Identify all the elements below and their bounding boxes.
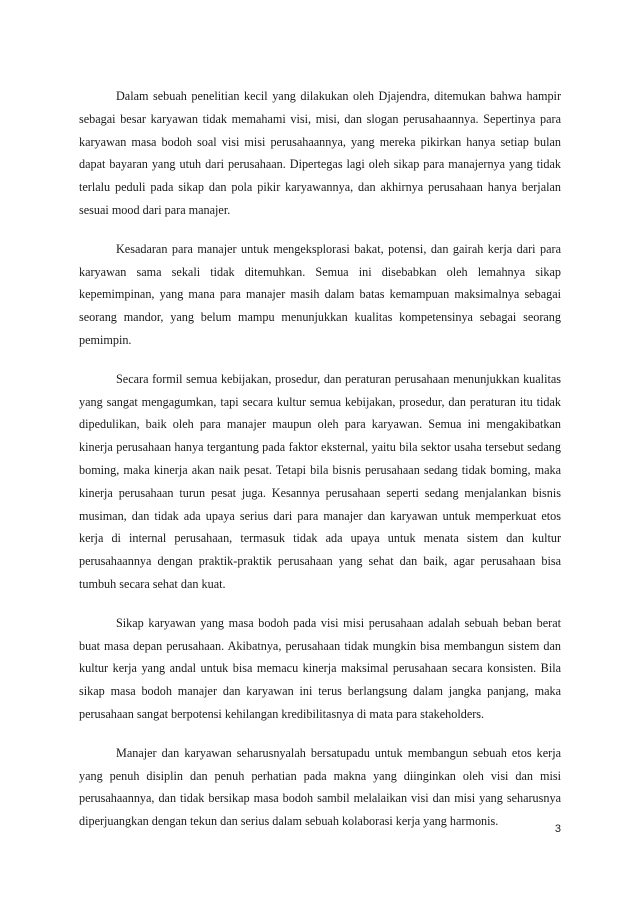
paragraph-5: Manajer dan karyawan seharusnyalah bersatupadu untuk membangun sebuah etos kerja yang penuh disiplin dan penuh perhatian pada makna yang diinginkan oleh visi dan misi perusahaannya, dan tidak bersikap masa bodoh sambil melalaikan visi dan misi yang seharusnya diperjuangkan dengan tekun dan serius dalam sebuah kolaborasi kerja yang harmonis. (79, 745, 561, 829)
page-number: 3 (554, 823, 561, 835)
paragraph-2: Kesadaran para manajer untuk mengeksplorasi bakat, potensi, dan gairah kerja dari para karyawan sama sekali tidak ditemuhkan. Semua ini disebabkan oleh lemahnya sikap kepemimpinan, yang mana para manajer masih dalam batas kemampuan maksimalnya sebagai seorang mandor, yang belum mampu menunjukkan kualitas kompetensinya sebagai seorang pemimpin. (79, 241, 561, 347)
paragraph-1: Dalam sebuah penelitian kecil yang dilakukan oleh Djajendra, ditemukan bahwa hampir sebagai besar karyawan tidak memahami visi, misi, dan slogan perusahaannya. Sepertinya para karyawan masa bodoh soal visi misi perusahaannya, yang mereka pikirkan hanya setiap bulan dapat bayaran yang utuh dari perusahaan. Dipertegas lagi oleh sikap para manajernya yang tidak terlalu peduli pada sikap dan pola pikir karyawannya, dan akhirnya perusahaan hanya berjalan sesuai mood dari para manajer. (79, 89, 561, 217)
paragraph-3: Secara formil semua kebijakan, prosedur, dan peraturan perusahaan menunjukkan kualitas yang sangat mengagumkan, tapi secara kultur semua kebijakan, prosedur, dan peraturan itu tidak dipedulikan, baik oleh para manajer maupun oleh para karyawan. Semua ini mengakibatkan kinerja perusahaan hanya tergantung pada faktor eksternal, yaitu bila sektor usaha tersebut sedang boming, maka kinerja akan naik pesat. Tetapi bila bisnis perusahaan sedang tidak boming, maka kinerja perusahaan turun pesat juga. Kesannya perusahaan seperti sedang menjalankan bisnis musiman, dan tidak ada upaya serius dari para manajer dan karyawan untuk memperkuat etos kerja di internal perusahaan, termasuk tidak ada upaya untuk menata sistem dan kultur perusahaannya dengan praktik-praktik perusahaan yang sehat dan baik, agar perusahaan bisa tumbuh secara sehat dan kuat. (79, 371, 561, 591)
paragraph-4: Sikap karyawan yang masa bodoh pada visi misi perusahaan adalah sebuah beban berat buat masa depan perusahaan. Akibatnya, perusahaan tidak mungkin bisa membangun sistem dan kultur kerja yang andal untuk bisa memacu kinerja maksimal perusahaan secara konsisten. Bila sikap masa bodoh manajer dan karyawan ini terus berlangsung dalam jangka panjang, maka perusahaan sangat berpotensi kehilangan kredibilitasnya di mata para stakeholders. (79, 615, 561, 721)
document-body (79, 85, 561, 849)
